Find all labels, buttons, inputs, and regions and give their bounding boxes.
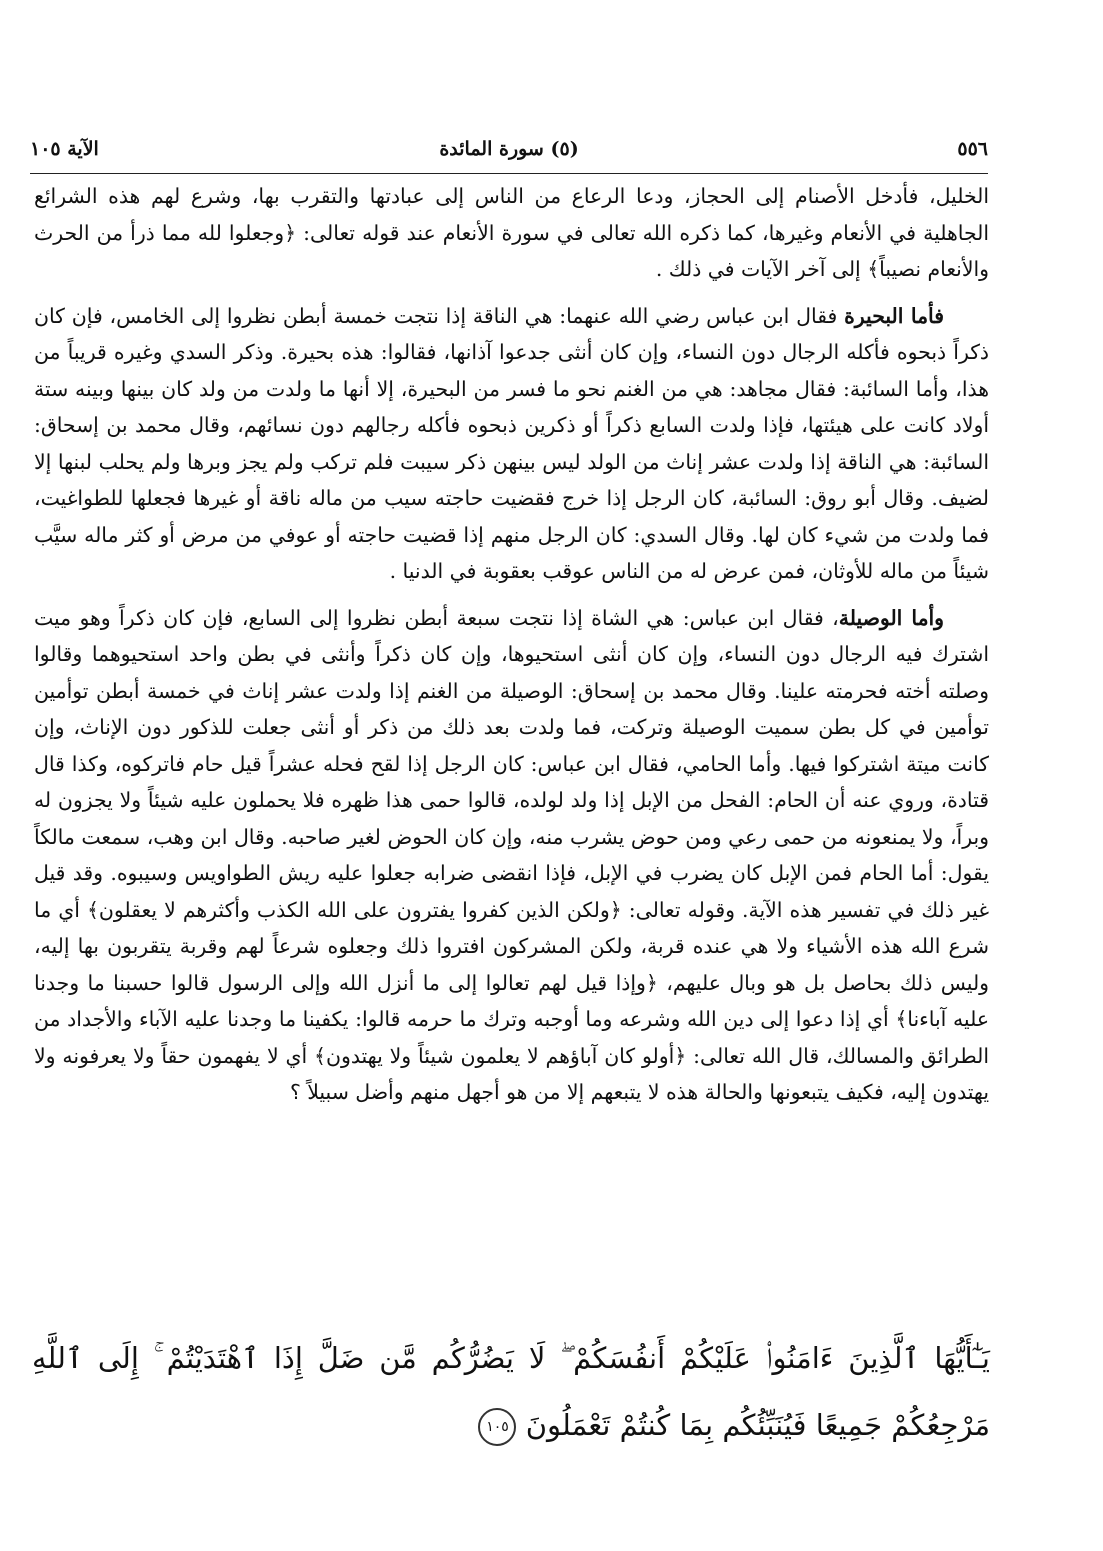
header-divider: [30, 173, 988, 174]
paragraph-3: [34, 600, 989, 1111]
paragraph-text: الخليل، فأدخل الأصنام إلى الحجاز، ودعا الرعاع من الناس إلى عبادتها والتقرب بها، وشرع لهم هذه الشرائع الجاهلية في الأنعام وغيرها، كما ذكره الله تعالى في سورة الأنعام عند قوله تعالى: ﴿وجعلوا لله مما ذرأ من الحرث والأنعام نصيباً﴾ إلى آخر الآيات في ذلك .: [34, 184, 989, 281]
page-number: ٥٥٦: [957, 138, 988, 160]
quran-verse: [32, 1325, 990, 1459]
tafsir-body: [34, 178, 989, 1121]
paragraph-lead: فأما البحيرة: [844, 303, 944, 328]
paragraph-lead: وأما الوصيلة: [838, 605, 945, 630]
surah-title: (٥) سورة المائدة: [439, 138, 579, 160]
verse-text: يَـٰٓأَيُّهَا ٱلَّذِينَ ءَامَنُوا۟ عَلَيْكُمْ أَنفُسَكُمْ ۖ لَا يَضُرُّكُم مَّن ضَلَّ إِذَا ٱهْتَدَيْتُمْ ۚ إِلَى ٱللَّهِ مَرْجِعُكُمْ جَمِيعًا فَيُنَبِّئُكُم بِمَا كُنتُمْ تَعْمَلُونَ: [32, 1341, 990, 1442]
verse-number-marker: ١٠٥: [478, 1408, 516, 1446]
paragraph-text: فقال ابن عباس رضي الله عنهما: هي الناقة إذا نتجت خمسة أبطن نظروا إلى الخامس، فإن كان ذكراً ذبحوه فأكله الرجال دون النساء، وإن كان أنثى جدعوا آذانها، فقالوا: هذه بحيرة. وذكر السدي وغيره قريباً من هذا، وأما السائبة: فقال مجاهد: هي من الغنم نحو ما فسر من البحيرة، إلا أنها ما ولدت من ولد كان بينها وبينه ستة أولاد كانت على هيئتها، فإذا ولدت السابع ذكراً أو ذكرين ذبحوه فأكله رجالهم دون نسائهم، وقال محمد بن إسحاق: السائبة: هي الناقة إذا ولدت عشر إناث من الولد ليس بينهن ذكر سيبت فلم تركب ولم يجز وبرها ولم يحلب لبنها إلا لضيف. وقال أبو روق: السائبة، كان الرجل إذا خرج فقضيت حاجته سيب من ماله ناقة أو غيرها فجعلها للطواغيت، فما ولدت من شيء كان لها. وقال السدي: كان الرجل منهم إذا قضيت حاجته أو عوفي من مرض أو كثر ماله سيَّب شيئاً من ماله للأوثان، فمن عرض له من الناس عوقب بعقوبة في الدنيا .: [34, 303, 989, 583]
page-header: [30, 138, 988, 170]
paragraph-1: [34, 178, 989, 288]
paragraph-2: [34, 298, 989, 590]
paragraph-text: ، فقال ابن عباس: هي الشاة إذا نتجت سبعة أبطن نظروا إلى السابع، فإن كان ذكراً وهو ميت اشترك فيه الرجال دون النساء، وإن كان أنثى استحيوها، وإن كان ذكراً وأنثى في بطن واحد استحيوهما وقالوا وصلته أخته فحرمته علينا. وقال محمد بن إسحاق: الوصيلة من الغنم إذا ولدت عشر إناث في خمسة أبطن توأمين توأمين في كل بطن سميت الوصيلة وتركت، فما ولدت بعد ذلك من ذكر أو أنثى جعلت للذكور دون الإناث، وإن كانت ميتة اشتركوا فيها. وأما الحامي، فقال ابن عباس: كان الرجل إذا لقح فحله عشراً قيل حام فاتركوه، وكذا قال قتادة، وروي عنه أن الحام: الفحل من الإبل إذا ولد لولده، قالوا حمى هذا ظهره فلا يحملون عليه شيئاً ولا يجزون له وبراً، ولا يمنعونه من حمى رعي ومن حوض يشرب منه، وإن كان الحوض لغير صاحبه. وقال ابن وهب، سمعت مالكاً يقول: أما الحام فمن الإبل كان يضرب في الإبل، فإذا انقضى ضرابه جعلوا عليه ريش الطواويس وسيبوه. وقد قيل غير ذلك في تفسير هذه الآية. وقوله تعالى: ﴿ولكن الذين كفروا يفترون على الله الكذب وأكثرهم لا يعقلون﴾ أي ما شرع الله هذه الأشياء ولا هي عنده قربة، ولكن المشركون افتروا ذلك وجعلوه شرعاً لهم وقربة يتقربون بها إليه، وليس ذلك بحاصل بل هو وبال عليهم، ﴿وإذا قيل لهم تعالوا إلى ما أنزل الله وإلى الرسول قالوا حسبنا ما وجدنا عليه آباءنا﴾ أي إذا دعوا إلى دين الله وشرعه وما أوجبه وترك ما حرمه قالوا: يكفينا ما وجدنا عليه الآباء والأجداد من الطرائق والمسالك، قال الله تعالى: ﴿أولو كان آباؤهم لا يعلمون شيئاً ولا يهتدون﴾ أي لا يفهمون حقاً ولا يعرفونه ولا يهتدون إليه، فكيف يتبعونها والحالة هذه لا يتبعهم إلا من هو أجهل منهم وأضل سبيلاً ؟: [34, 605, 989, 1104]
verse-label: الآية ١٠٥: [30, 138, 99, 160]
